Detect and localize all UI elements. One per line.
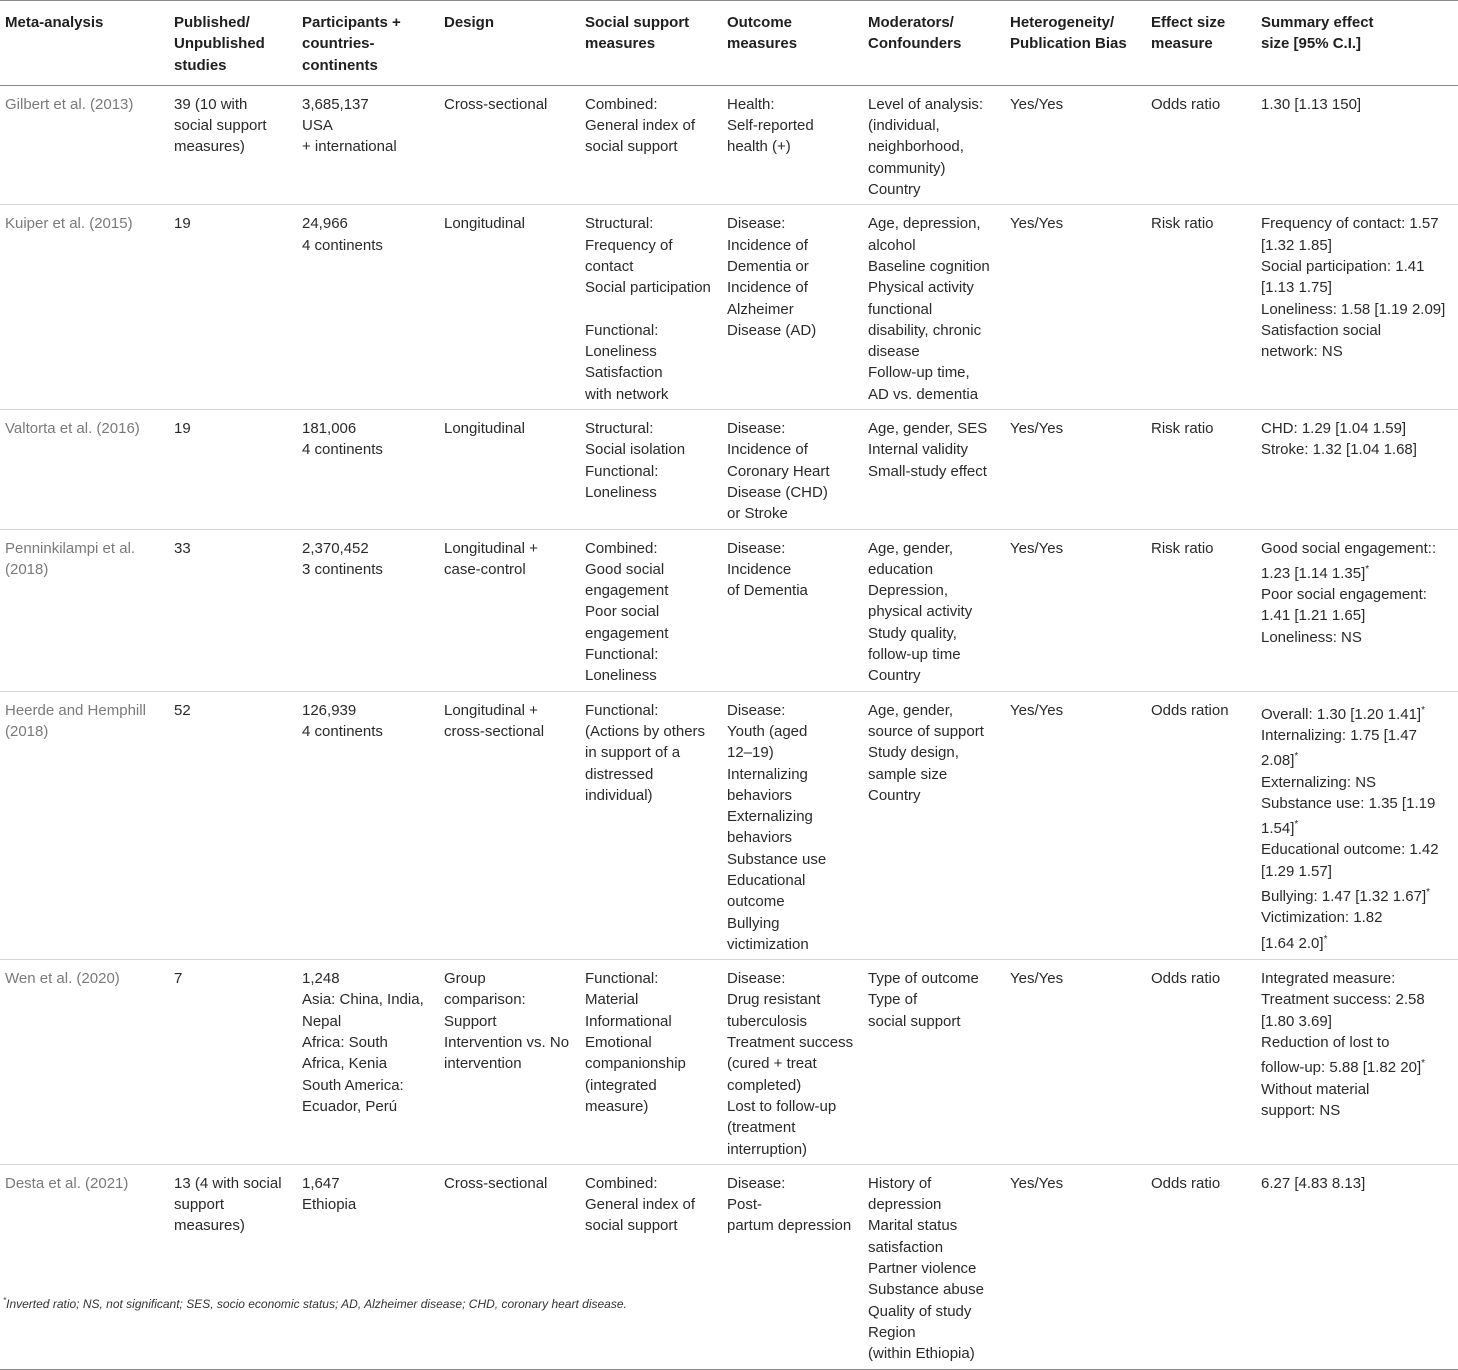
cell-summary-effect: Frequency of contact: 1.57 [1.32 1.85] Social participation: 1.41 [1.13 1.75] Loneliness: 1.58 [1.19 2.09] Satisfaction social network: NS (1257, 205, 1458, 410)
cell-effect-size: Odds ratio (1147, 1164, 1257, 1369)
cell-outcome: Disease: Drug resistant tuberculosis Treatment success (cured + treat completed) Lost to follow-up (treatment interruption) (723, 960, 864, 1165)
footnote-marker: * (3, 1296, 7, 1305)
cell-summary-effect: 1.30 [1.13 150] (1257, 85, 1458, 204)
inverted-ratio-marker: * (1294, 819, 1299, 831)
cell-participants: 3,685,137 USA + international (298, 85, 440, 204)
cell-effect-size: Risk ratio (1147, 205, 1257, 410)
cell-meta-analysis: Gilbert et al. (2013) (0, 85, 170, 204)
cell-heterogeneity: Yes/Yes (1006, 85, 1147, 204)
cell-effect-size: Risk ratio (1147, 410, 1257, 529)
inverted-ratio-marker: * (1421, 704, 1426, 716)
cell-effect-size: Risk ratio (1147, 529, 1257, 691)
cell-outcome: Health: Self-reported health (+) (723, 85, 864, 204)
cell-participants: 1,248 Asia: China, India, Nepal Africa: South Africa, Kenia South America: Ecuador, Perú (298, 960, 440, 1165)
cell-moderators: Type of outcome Type of social support (864, 960, 1006, 1165)
cell-heterogeneity: Yes/Yes (1006, 1164, 1147, 1369)
table-row (0, 960, 1458, 1165)
cell-outcome: Disease: Incidence of Dementia (723, 529, 864, 691)
cell-design: Longitudinal + case-control (440, 529, 581, 691)
cell-meta-analysis: Valtorta et al. (2016) (0, 410, 170, 529)
cell-heterogeneity: Yes/Yes (1006, 205, 1147, 410)
cell-effect-size: Odds ratio (1147, 85, 1257, 204)
cell-social-support: Combined: General index of social support (581, 85, 723, 204)
cell-studies: 33 (170, 529, 298, 691)
cell-social-support: Structural: Frequency of contact Social participation Functional: Loneliness Satisfaction with network (581, 205, 723, 410)
cell-participants: 181,006 4 continents (298, 410, 440, 529)
cell-heterogeneity: Yes/Yes (1006, 410, 1147, 529)
header-social-support: Social support measures (581, 1, 723, 86)
header-outcome: Outcome measures (723, 1, 864, 86)
table-row (0, 529, 1458, 691)
cell-meta-analysis: Penninkilampi et al. (2018) (0, 529, 170, 691)
header-heterogeneity: Heterogeneity/ Publication Bias (1006, 1, 1147, 86)
cell-summary-effect: 6.27 [4.83 8.13] (1257, 1164, 1458, 1369)
cell-outcome: Disease: Youth (aged 12–19) Internalizing behaviors Externalizing behaviors Substance use Educational outcome Bullying victimization (723, 691, 864, 960)
table-header-row (0, 1, 1458, 86)
cell-heterogeneity: Yes/Yes (1006, 960, 1147, 1165)
footnote-text: Inverted ratio; NS, not significant; SES, socio economic status; AD, Alzheimer disease; CHD, coronary heart disease. (6, 1297, 627, 1311)
cell-meta-analysis: Wen et al. (2020) (0, 960, 170, 1165)
cell-social-support: Structural: Social isolation Functional: Loneliness (581, 410, 723, 529)
cell-moderators: History of depression Marital status satisfaction Partner violence Substance abuse Quality of study Region (within Ethiopia) (864, 1164, 1006, 1369)
cell-moderators: Age, depression, alcohol Baseline cognition Physical activity functional disability, chronic disease Follow-up time, AD vs. dementia (864, 205, 1006, 410)
cell-participants: 1,647 Ethiopia (298, 1164, 440, 1369)
cell-design: Cross-sectional (440, 1164, 581, 1369)
header-studies: Published/ Unpublished studies (170, 1, 298, 86)
cell-design: Longitudinal (440, 205, 581, 410)
cell-outcome: Disease: Post- partum depression (723, 1164, 864, 1369)
table-row (0, 1164, 1458, 1369)
cell-participants: 2,370,452 3 continents (298, 529, 440, 691)
cell-social-support: Functional: Material Informational Emotional companionship (integrated measure) (581, 960, 723, 1165)
header-moderators: Moderators/ Confounders (864, 1, 1006, 86)
cell-summary-effect: Integrated measure: Treatment success: 2.58 [1.80 3.69] Reduction of lost to follow-up: 5.88 [1.82 20]* Without material support: NS (1257, 960, 1458, 1165)
cell-design: Cross-sectional (440, 85, 581, 204)
cell-studies: 39 (10 with social support measures) (170, 85, 298, 204)
cell-outcome: Disease: Incidence of Dementia or Incidence of Alzheimer Disease (AD) (723, 205, 864, 410)
inverted-ratio-marker: * (1365, 563, 1370, 575)
header-effect-size: Effect size measure (1147, 1, 1257, 86)
cell-social-support: Combined: General index of social support (581, 1164, 723, 1369)
inverted-ratio-marker: * (1426, 886, 1431, 898)
cell-meta-analysis: Heerde and Hemphill (2018) (0, 691, 170, 960)
inverted-ratio-marker: * (1323, 933, 1328, 945)
header-meta-analysis: Meta-analysis (0, 1, 170, 86)
cell-summary-effect: Good social engagement:: 1.23 [1.14 1.35]* Poor social engagement: 1.41 [1.21 1.65] Loneliness: NS (1257, 529, 1458, 691)
cell-participants: 24,966 4 continents (298, 205, 440, 410)
cell-outcome: Disease: Incidence of Coronary Heart Disease (CHD) or Stroke (723, 410, 864, 529)
table-row (0, 410, 1458, 529)
cell-studies: 13 (4 with social support measures) (170, 1164, 298, 1369)
cell-summary-effect: Overall: 1.30 [1.20 1.41]* Internalizing: 1.75 [1.47 2.08]* Externalizing: NS Substance use: 1.35 [1.19 1.54]* Educational outcome: 1.42 [1.29 1.57] Bullying: 1.47 [1.32 1.67]* Victimization: 1.82 [1.64 2.0]* (1257, 691, 1458, 960)
inverted-ratio-marker: * (1294, 751, 1299, 763)
cell-heterogeneity: Yes/Yes (1006, 691, 1147, 960)
cell-moderators: Age, gender, source of support Study design, sample size Country (864, 691, 1006, 960)
cell-meta-analysis: Desta et al. (2021) (0, 1164, 170, 1369)
header-design: Design (440, 1, 581, 86)
cell-summary-effect: CHD: 1.29 [1.04 1.59] Stroke: 1.32 [1.04 1.68] (1257, 410, 1458, 529)
cell-studies: 19 (170, 205, 298, 410)
cell-moderators: Level of analysis: (individual, neighborhood, community) Country (864, 85, 1006, 204)
table-row (0, 691, 1458, 960)
cell-effect-size: Odds ratio (1147, 960, 1257, 1165)
cell-effect-size: Odds ration (1147, 691, 1257, 960)
cell-social-support: Combined: Good social engagement Poor social engagement Functional: Loneliness (581, 529, 723, 691)
cell-participants: 126,939 4 continents (298, 691, 440, 960)
header-participants: Participants + countries- continents (298, 1, 440, 86)
table-row (0, 205, 1458, 410)
cell-moderators: Age, gender, education Depression, physical activity Study quality, follow-up time Country (864, 529, 1006, 691)
cell-meta-analysis: Kuiper et al. (2015) (0, 205, 170, 410)
cell-social-support: Functional: (Actions by others in support of a distressed individual) (581, 691, 723, 960)
table-row (0, 85, 1458, 204)
table-footnote (3, 1296, 627, 1311)
cell-design: Longitudinal (440, 410, 581, 529)
cell-studies: 52 (170, 691, 298, 960)
header-summary-effect: Summary effect size [95% C.I.] (1257, 1, 1458, 86)
cell-studies: 19 (170, 410, 298, 529)
cell-design: Group comparison: Support Intervention vs. No intervention (440, 960, 581, 1165)
cell-design: Longitudinal + cross-sectional (440, 691, 581, 960)
cell-moderators: Age, gender, SES Internal validity Small-study effect (864, 410, 1006, 529)
cell-heterogeneity: Yes/Yes (1006, 529, 1147, 691)
inverted-ratio-marker: * (1421, 1058, 1426, 1070)
cell-studies: 7 (170, 960, 298, 1165)
